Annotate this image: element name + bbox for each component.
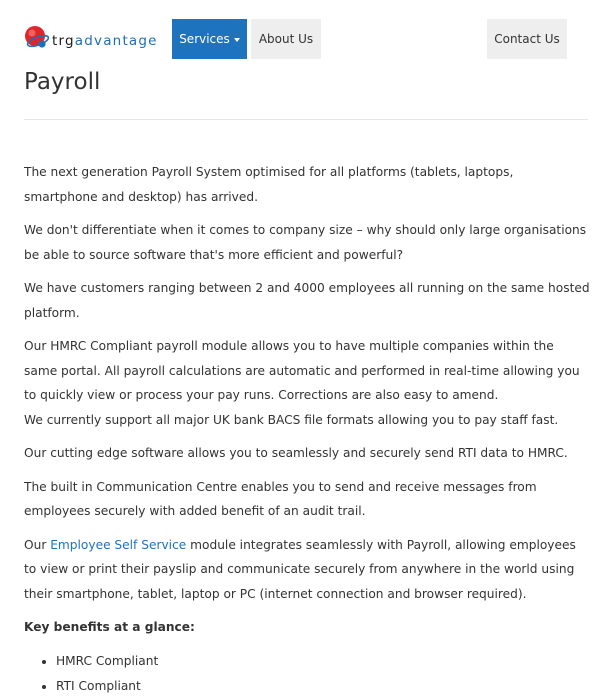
paragraph-company-size: We don't differentiate when it comes to company size – why should only large organisations be able to source software that's more efficient and powerful?	[24, 223, 587, 262]
caret-down-icon	[234, 38, 240, 42]
paragraph-intro: The next generation Payroll System optimised for all platforms (tablets, laptops, smartphone and desktop) has arrived.	[24, 165, 514, 204]
nav-contact-us[interactable]	[487, 19, 567, 59]
paragraph-ess-prefix: Our	[24, 537, 51, 552]
logo-globe-icon	[24, 25, 50, 51]
navbar	[0, 0, 616, 70]
benefits-heading: Key benefits at a glance:	[24, 620, 195, 634]
page-content	[24, 160, 590, 699]
benefit-item: • HMRC Compliant	[56, 649, 590, 674]
logo-wordmark-suffix: advantage	[74, 33, 158, 49]
nav-about-label: About Us	[258, 32, 314, 46]
benefits-list	[24, 649, 590, 699]
nav-about-us[interactable]	[251, 19, 321, 59]
logo-wordmark-prefix: trg	[52, 33, 75, 49]
page-title: Payroll	[24, 69, 101, 95]
nav-services-label: Services	[179, 32, 230, 46]
nav-services-dropdown[interactable]	[172, 19, 247, 59]
nav-contact-label: Contact Us	[494, 32, 560, 46]
paragraph-customers: We have customers ranging between 2 and 4000 employees all running on the same hosted platform.	[24, 281, 590, 320]
paragraph-rti: Our cutting edge software allows you to seamlessly and securely send RTI data to HMRC.	[24, 446, 568, 460]
paragraph-ess-suffix: module integrates seamlessly with Payroll, allowing employees to view or print their payslip and communicate securely from anywhere in the world using their smartphone, tablet, laptop or PC (internet connection and browser required).	[24, 537, 576, 601]
title-divider	[24, 119, 588, 120]
paragraph-communication: The built in Communication Centre enables you to send and receive messages from employees securely with added benefit of an audit trail.	[24, 479, 537, 518]
logo-wordmark	[52, 33, 158, 49]
paragraph-bacs: We currently support all major UK bank BACS file formats allowing you to pay staff fast.	[24, 412, 559, 427]
employee-self-service-link[interactable]: Employee Self Service	[50, 537, 187, 552]
trg-advantage-logo[interactable]	[24, 25, 158, 51]
paragraph-hmrc: Our HMRC Compliant payroll module allows you to have multiple companies within the same portal. All payroll calculations are automatic and performed in real-time allowing you to quickly view or process your pay runs. Corrections are also easy to amend.	[24, 339, 580, 402]
paragraph-ess	[24, 533, 590, 607]
benefit-item: • RTI Compliant	[56, 674, 590, 699]
